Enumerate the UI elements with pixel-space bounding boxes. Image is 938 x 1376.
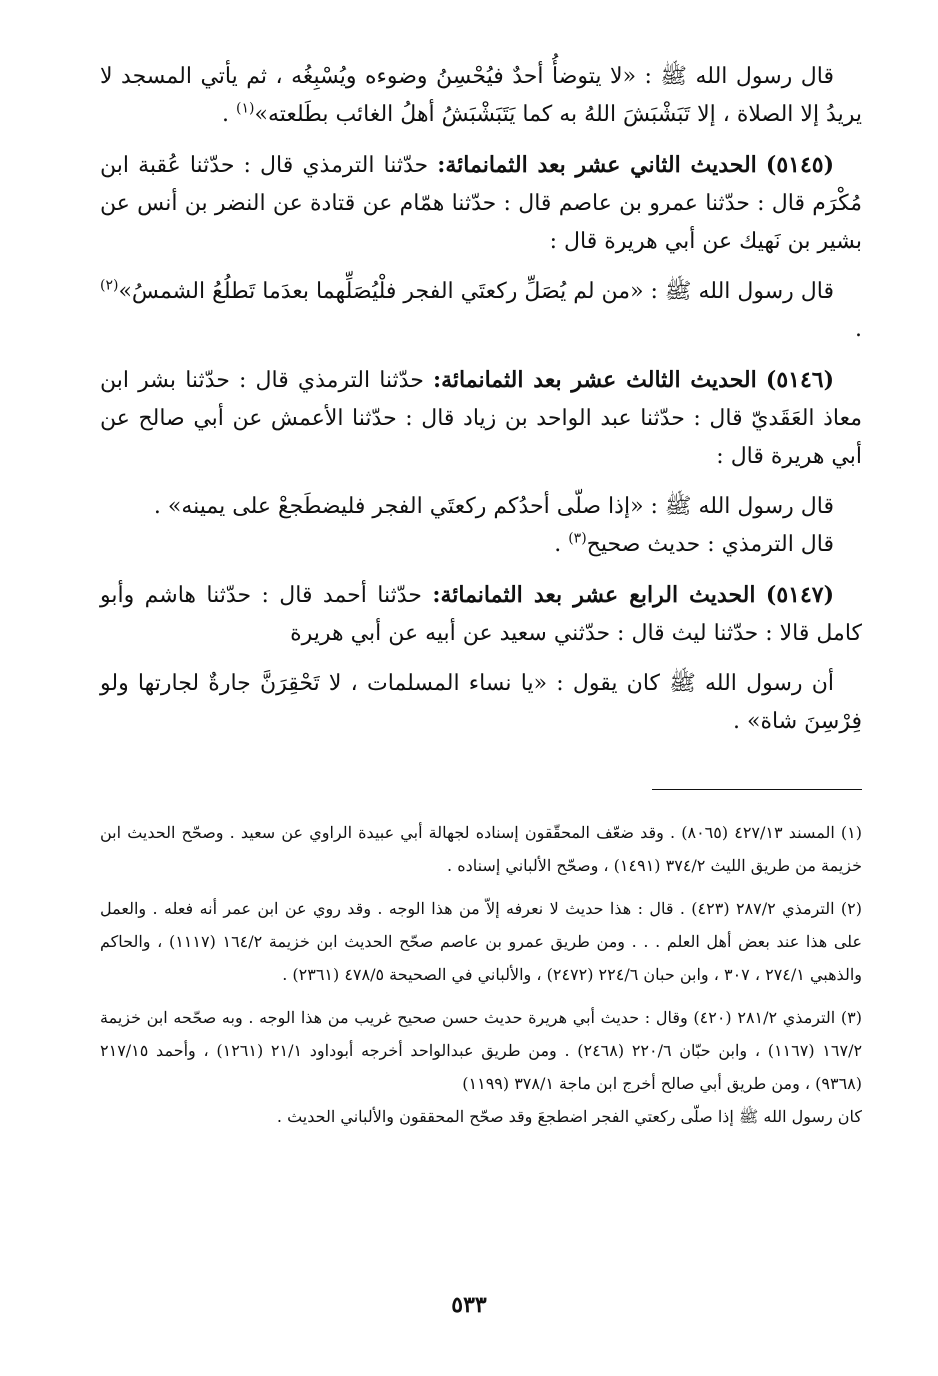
punctuation: . xyxy=(222,102,237,127)
page-number: ٥٣٣ xyxy=(451,1292,487,1318)
hadith-text-paragraph xyxy=(100,58,862,134)
isnad-text: حدّثنا أحمد قال : حدّثنا هاشم وأبو كامل قالا : حدّثنا ليث قال : حدّثني سعيد عن أبيه عن أبي هريرة xyxy=(100,583,862,646)
hadith-text: قال رسول الله ﷺ : «من لم يُصَلِّ ركعتَي الفجر فلْيُصَلِّهما بعدَما تَطلُعُ الشمسُ» xyxy=(118,279,834,304)
hadith-text: أن رسول الله ﷺ كان يقول : «يا نساء المسلمات ، لا تَحْقِرَنَّ جارةٌ لجارتها ولو فِرْسِنَ شاة» . xyxy=(100,671,862,734)
footnote-ref: (٣) xyxy=(568,530,587,547)
footnote-separator xyxy=(652,789,862,790)
hadith-text-paragraph xyxy=(100,665,862,741)
hadith-heading: الحديث الرابع عشر بعد الثمانمائة: xyxy=(432,582,756,608)
hadith-text-paragraph xyxy=(100,488,862,526)
main-text xyxy=(100,58,862,741)
hadith-number: (٥١٤٧) xyxy=(765,582,834,608)
footnote-ref: (٢) xyxy=(99,277,119,294)
isnad-text: حدّثنا الترمذي قال : حدّثنا عُقبة ابن مُكْرَم قال : حدّثنا عمرو بن عاصم قال : حدّثنا همّام عن قتادة عن النضر بن أنس عن بشير بن نَهيك عن أبي هريرة قال : xyxy=(100,153,862,254)
hadith-heading-paragraph xyxy=(100,361,862,476)
hadith-number: (٥١٤٦) xyxy=(765,367,834,393)
grading-text: قال الترمذي : حديث صحيح xyxy=(586,532,834,557)
hadith-heading: الحديث الثاني عشر بعد الثمانمائة: xyxy=(437,152,757,178)
hadith-number: (٥١٤٥) xyxy=(765,152,834,178)
hadith-heading-paragraph xyxy=(100,146,862,261)
footnote-3: (٣) الترمذي ٢٨١/٢ (٤٢٠) وقال : حديث أبي هريرة حديث حسن صحيح غريب من هذا الوجه . وبه صحّحه ابن خزيمة ١٦٧/٢ (١١٦٧) ، وابن حبّان ٢٢٠/٦ (٢٤٦٨) . ومن طريق عبدالواحد أخرجه أبوداود ٢١/١ (١٢٦١) ، وأحمد ٢١٧/١٥ (٩٣٦٨) ، ومن طريق أبي صالح أخرج ابن ماجة ٣٧٨/١ (١١٩٩) xyxy=(100,1008,863,1093)
hadith-heading: الحديث الثالث عشر بعد الثمانمائة: xyxy=(433,367,757,393)
footnote-3-continuation: كان رسول الله ﷺ إذا صلّى ركعتي الفجر اضطجعَ وقد صحّح المحققون والألباني الحديث . xyxy=(276,1107,862,1126)
isnad-text: حدّثنا الترمذي قال : حدّثنا بشر ابن معاذ العَقَديّ قال : حدّثنا عبد الواحد بن زياد قال : حدّثنا الأعمش عن أبي صالح عن أبي هريرة قال : xyxy=(100,368,862,469)
punctuation: . xyxy=(855,317,862,342)
hadith-text: قال رسول الله ﷺ : «لا يتوضأُ أحدٌ فيُحْسِنُ وضوءه ويُسْبِغُه ، ثم يأتي المسجد لا يريدُ إلا الصلاة ، إلا تَبَشْبَشَ اللهُ به كما يَتَبَشْبَشُ أهلُ الغائب بطَلعته» xyxy=(100,64,862,127)
hadith-heading-paragraph xyxy=(100,576,862,653)
tirmidhi-grading xyxy=(100,526,862,564)
footnote-1: (١) المسند ٤٢٧/١٣ (٨٠٦٥) . وقد ضعّف المحقّقون إسناده لجهالة أبي عبيدة الراوي عن سعيد . وصحّح الحديث ابن خزيمة من طريق الليث ٣٧٤/٢ (١٤٩١) ، وصحّح الألباني إسناده . xyxy=(100,823,863,875)
footnote-2: (٢) الترمذي ٢٨٧/٢ (٤٢٣) . قال : هذا حديث لا نعرفه إلاّ من هذا الوجه . وقد روي عن ابن عمر أنه فعله . والعمل على هذا عند بعض أهل العلم . . . ومن طريق عمرو بن عاصم صحّح الحديث ابن خزيمة ١٦٤/٢ (١١١٧) ، والحاكم والذهبي ٢٧٤/١ ، ٣٠٧ ، وابن حبان ٢٢٤/٦ (٢٤٧٢) ، والألباني في الصحيحة ٤٧٨/٥ (٢٣٦١) . xyxy=(100,899,863,984)
punctuation: . xyxy=(554,532,569,557)
hadith-text: قال رسول الله ﷺ : «إذا صلّى أحدُكم ركعتَي الفجر فليضطَجعْ على يمينه» . xyxy=(153,494,834,519)
footnote-ref: (١) xyxy=(236,100,255,117)
hadith-text-paragraph xyxy=(100,273,862,349)
footnotes xyxy=(100,816,862,1133)
